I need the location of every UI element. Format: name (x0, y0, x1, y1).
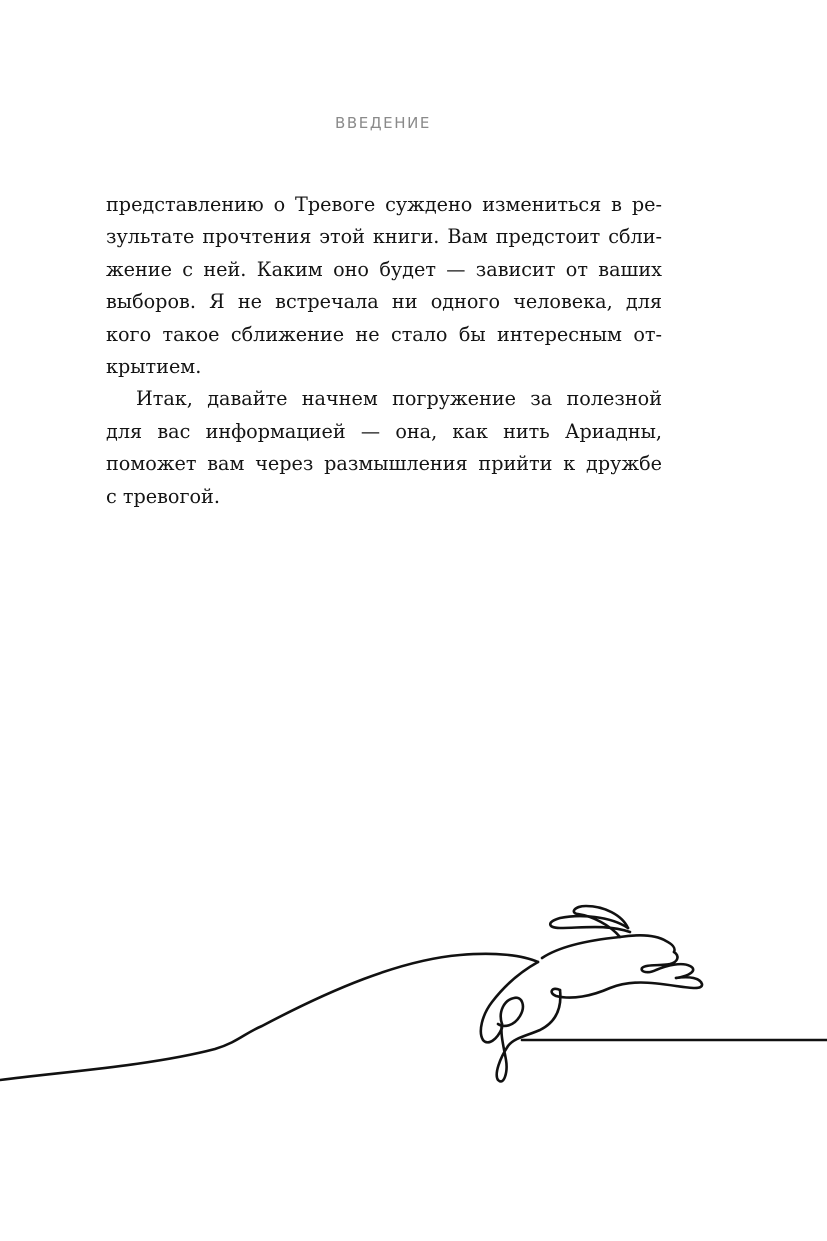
text-line: жение с ней. Каким оно будет — зависит от ваших (106, 257, 662, 281)
rabbit-back (542, 935, 675, 958)
rabbit-body (481, 962, 538, 1042)
text-line: зультате прочтения этой книги. Вам предстоит сбли- (106, 225, 662, 249)
rabbit-head (642, 952, 693, 978)
body-text (106, 189, 662, 513)
paragraph-1 (106, 189, 662, 383)
text-line: поможет вам через размышления прийти к дружбе (106, 452, 662, 476)
text-line: выборов. Я не встречала ни одного человека, для (106, 290, 662, 314)
rabbit-snout (552, 977, 702, 997)
text-line: Итак, давайте начнем погружение за полезной (136, 387, 662, 411)
paragraph-2 (106, 383, 662, 513)
rabbit-haunch (498, 998, 523, 1026)
text-line: для вас информацией — она, как нить Ариадны, (106, 419, 662, 443)
running-head: ВВЕДЕНИЕ (334, 114, 432, 132)
text-line: с тревогой. (106, 484, 220, 508)
rabbit-ear-2 (550, 916, 630, 932)
text-line: кого такое сближение не стало бы интересным от- (106, 322, 662, 346)
ground-curve (0, 954, 538, 1080)
text-line: представлению о Тревоге суждено измениться в ре- (106, 193, 662, 216)
rabbit-ear-1 (574, 906, 628, 937)
rabbit-line-drawing-icon (0, 880, 827, 1100)
text-line: крытием. (106, 354, 202, 378)
